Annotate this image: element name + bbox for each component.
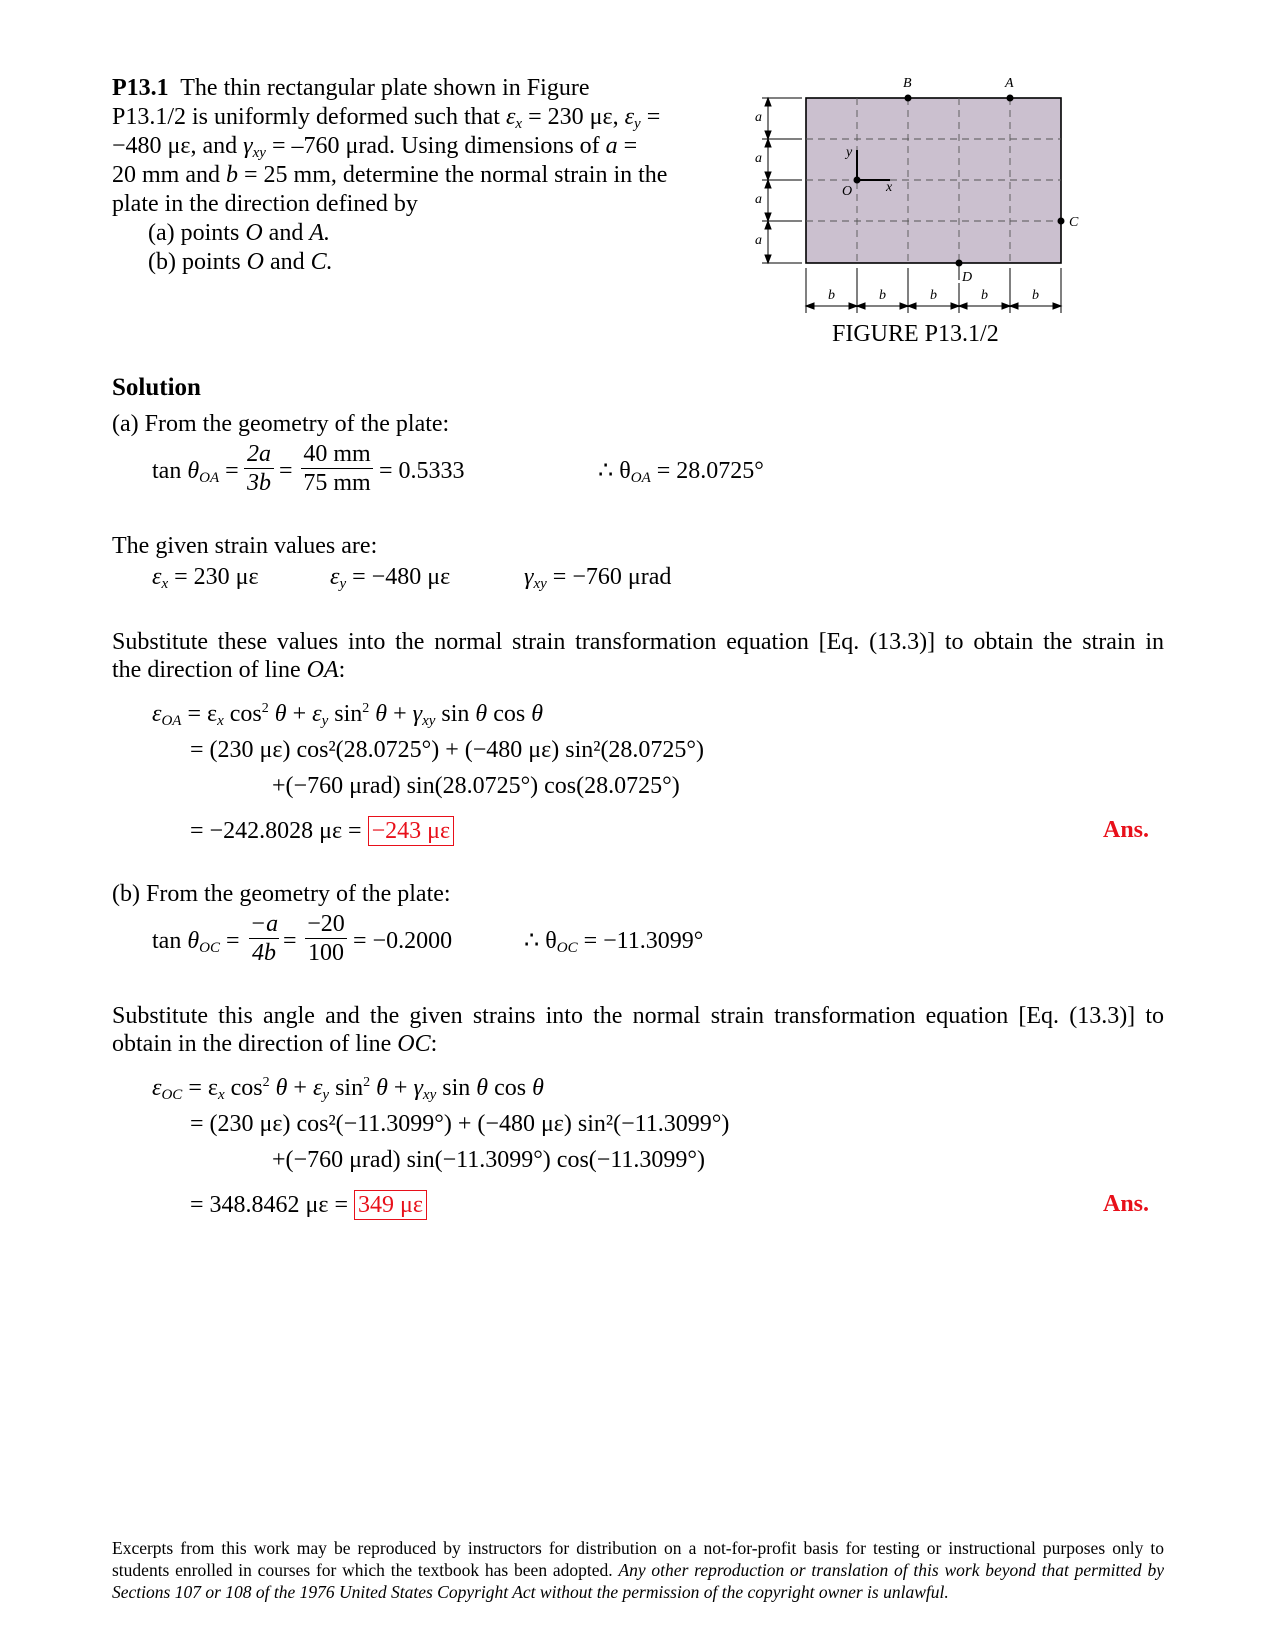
point-o-dot — [854, 177, 861, 184]
given-ey: $\varepsilon_y = -480$ με — [330, 564, 451, 592]
sub-b-line-1: Substitute this angle and the given strains into the normal strain transformation equation [Eq. (13.3)] to — [112, 1003, 1164, 1029]
label-o: O — [842, 184, 853, 199]
given-gxy: $\gamma_{xy} = -760$ μrad — [524, 564, 672, 592]
label-b: B — [903, 76, 912, 91]
line-oa: OA — [306, 657, 339, 683]
eq-start: = ε — [187, 701, 218, 727]
point-o: O — [245, 220, 263, 246]
therefore: ∴ θ — [524, 928, 557, 954]
problem-text: and — [202, 133, 238, 159]
answer-b-box: 349 με — [354, 1190, 427, 1220]
tan-oc-result: = −0.2000 — [353, 928, 453, 954]
problem-line-2: P13.1/2 is uniformly deformed such that $\varepsilon_x = 230$ με, $\varepsilon_y$ = — [112, 104, 661, 132]
therefore: ∴ θ — [598, 458, 631, 484]
frac-num: 40 mm — [303, 441, 371, 467]
plate-rect — [806, 98, 1061, 263]
dim-a-1: a — [755, 110, 762, 125]
dim-vertical — [762, 98, 802, 263]
text: obtain in the direction of line — [112, 1031, 392, 1057]
theta-sub: OC — [556, 940, 578, 956]
dim-a-4: a — [755, 233, 762, 248]
part-text: points — [180, 220, 240, 246]
answer-a-box: −243 με — [368, 816, 454, 846]
problem-text: The thin rectangular plate shown in Figure — [180, 75, 590, 101]
problem-id: P13.1 — [112, 75, 169, 101]
point-c-dot — [1058, 218, 1065, 225]
eq-a-line-3: +(−760 μrad) sin(28.0725°) cos(28.0725°) — [272, 773, 680, 799]
dim-b-5: b — [1032, 288, 1039, 303]
theta-value: = 28.0725° — [656, 458, 764, 484]
eq-b-line-4 — [190, 1190, 427, 1220]
tan-oc-sub: OC — [199, 940, 220, 956]
frac-oc-2 — [305, 910, 347, 967]
label-x: x — [886, 180, 893, 195]
a-eq: = — [623, 133, 638, 159]
given-ex: $\varepsilon_x = 230$ με — [152, 564, 259, 592]
tan-oa-result: = 0.5333 — [379, 458, 465, 484]
given-value: = −760 μrad — [552, 564, 672, 590]
point-b-dot — [905, 95, 912, 102]
frac-num: 2a — [247, 441, 271, 467]
copyright-footer — [112, 1537, 1164, 1603]
dim-b-4: b — [981, 288, 988, 303]
gamma-xy-given: = –760 μrad. Using dimensions of — [271, 133, 600, 159]
label-c: C — [1069, 215, 1079, 230]
tan-oa-label: $\tan \theta_{OA}$ = — [152, 458, 239, 486]
given-value: = −480 με — [352, 564, 451, 590]
eps-y-eq: = — [646, 104, 661, 130]
frac-oa-1 — [244, 440, 274, 497]
eq-b-general: $\varepsilon_{OC} = \varepsilon_x$ $\cos^2 \theta + \varepsilon_y$ $\sin^2 \theta + \gamma_{xy}$ sin θ cos θ — [152, 1075, 544, 1103]
problem-line-3: −480 με, and $\gamma_{xy} = -760$ μrad. Using dimensions of a = — [112, 133, 638, 161]
dim-a-3: a — [755, 192, 762, 207]
point-a-dot — [1007, 95, 1014, 102]
eps-x-given: = 230 με, — [528, 104, 619, 130]
part-b-intro: (b) From the geometry of the plate: — [112, 881, 451, 907]
point-o: O — [246, 249, 265, 275]
eq-a-general: $\varepsilon_{OA} = \varepsilon_x$ $\cos^2 \theta + \varepsilon_y$ $\sin^2 \theta + \gamma_{xy}$ sin θ cos θ — [152, 701, 544, 729]
problem-text: 20 mm and — [112, 162, 220, 188]
given-value: = 230 με — [174, 564, 259, 590]
eq-b-line-2: = (230 με) cos²(−11.3099°) + (−480 με) sin²(−11.3099°) — [190, 1111, 730, 1137]
problem-text: = 25 mm, determine the normal strain in the — [244, 162, 668, 188]
frac-oc-1 — [249, 910, 279, 967]
line-oc: OC — [397, 1031, 431, 1057]
figure-plate — [740, 68, 1100, 358]
part-label: (b) — [148, 249, 176, 275]
part-text: points — [181, 249, 241, 275]
problem-line-5 — [112, 190, 418, 219]
sub-a-line-2: the direction of line OA: — [112, 657, 346, 683]
theta-value: = −11.3099° — [583, 928, 704, 954]
frac-den: 100 — [305, 938, 347, 967]
footer-normal: Excerpts from this work may be reproduced by instructors for distribution on a not-for-profit basis for testing or instructional purposes only to students enrolled in courses for which the textbook has been adopted. — [112, 1538, 1164, 1580]
eq-value: = 348.8462 με = — [190, 1192, 349, 1218]
eq-a-line-2: = (230 με) cos²(28.0725°) + (−480 με) sin²(28.0725°) — [190, 737, 705, 763]
eps-y-value: −480 με, — [112, 133, 197, 159]
frac-oa-2 — [301, 440, 373, 497]
problem-line-1 — [112, 74, 589, 103]
part-text: and — [268, 220, 304, 246]
tan-oc-label: $\tan \theta_{OC}$ = — [152, 928, 240, 956]
equals: = — [283, 928, 297, 954]
theta-oa-result — [598, 457, 764, 493]
problem-text: P13.1/2 is uniformly deformed such that — [112, 104, 500, 130]
part-a-intro: (a) From the geometry of the plate: — [112, 411, 450, 437]
label-y: y — [846, 145, 853, 160]
sub-b-line-2: obtain in the direction of line OC: — [112, 1031, 438, 1057]
theta-oc-result — [524, 927, 703, 963]
ans-label-a: Ans. — [1103, 817, 1150, 843]
eq-value: = −242.8028 με = — [190, 818, 362, 844]
frac-den: 4b — [249, 938, 279, 967]
eq-a-line-4 — [190, 816, 454, 846]
dim-b-2: b — [879, 288, 886, 303]
frac-den: 75 mm — [301, 468, 373, 497]
label-a: A — [1005, 76, 1014, 91]
eq-start: = ε — [188, 1075, 218, 1101]
point-a: A. — [309, 220, 330, 246]
dim-b-3: b — [930, 288, 937, 303]
text: the direction of line — [112, 657, 301, 683]
eq-b-line-3: +(−760 μrad) sin(−11.3099°) cos(−11.3099°) — [272, 1147, 706, 1173]
dim-b-1: b — [828, 288, 835, 303]
figure-caption: FIGURE P13.1/2 — [832, 321, 999, 347]
tan-oa-sub: OA — [199, 470, 220, 486]
frac-num: −20 — [307, 911, 345, 937]
part-text: and — [270, 249, 305, 275]
problem-line-4: 20 mm and b = 25 mm, determine the normal strain in the — [112, 162, 668, 188]
footer-italic: Any other reproduction or translation of this work beyond that permitted by Sections 107 or 108 of the 1976 United States Copyright Act without the permission of the copyright owner is unlawful. — [112, 1560, 1164, 1602]
ans-label-b: Ans. — [1103, 1191, 1150, 1217]
given-intro: The given strain values are: — [112, 533, 378, 559]
frac-num: −a — [249, 911, 279, 937]
sub-a-line-1: Substitute these values into the normal strain transformation equation [Eq. (13.3)] to obtain the strain in — [112, 629, 1164, 655]
frac-den: 3b — [244, 468, 274, 497]
part-label: (a) — [148, 220, 175, 246]
point-c: C. — [310, 249, 333, 275]
dim-a-2: a — [755, 151, 762, 166]
problem-part-b — [148, 248, 333, 277]
solution-heading: Solution — [112, 374, 201, 401]
theta-sub: OA — [630, 470, 651, 486]
label-d: D — [962, 270, 973, 285]
equals: = — [279, 458, 293, 484]
problem-part-a — [148, 219, 330, 248]
problem-text: plate in the direction defined by — [112, 191, 418, 217]
